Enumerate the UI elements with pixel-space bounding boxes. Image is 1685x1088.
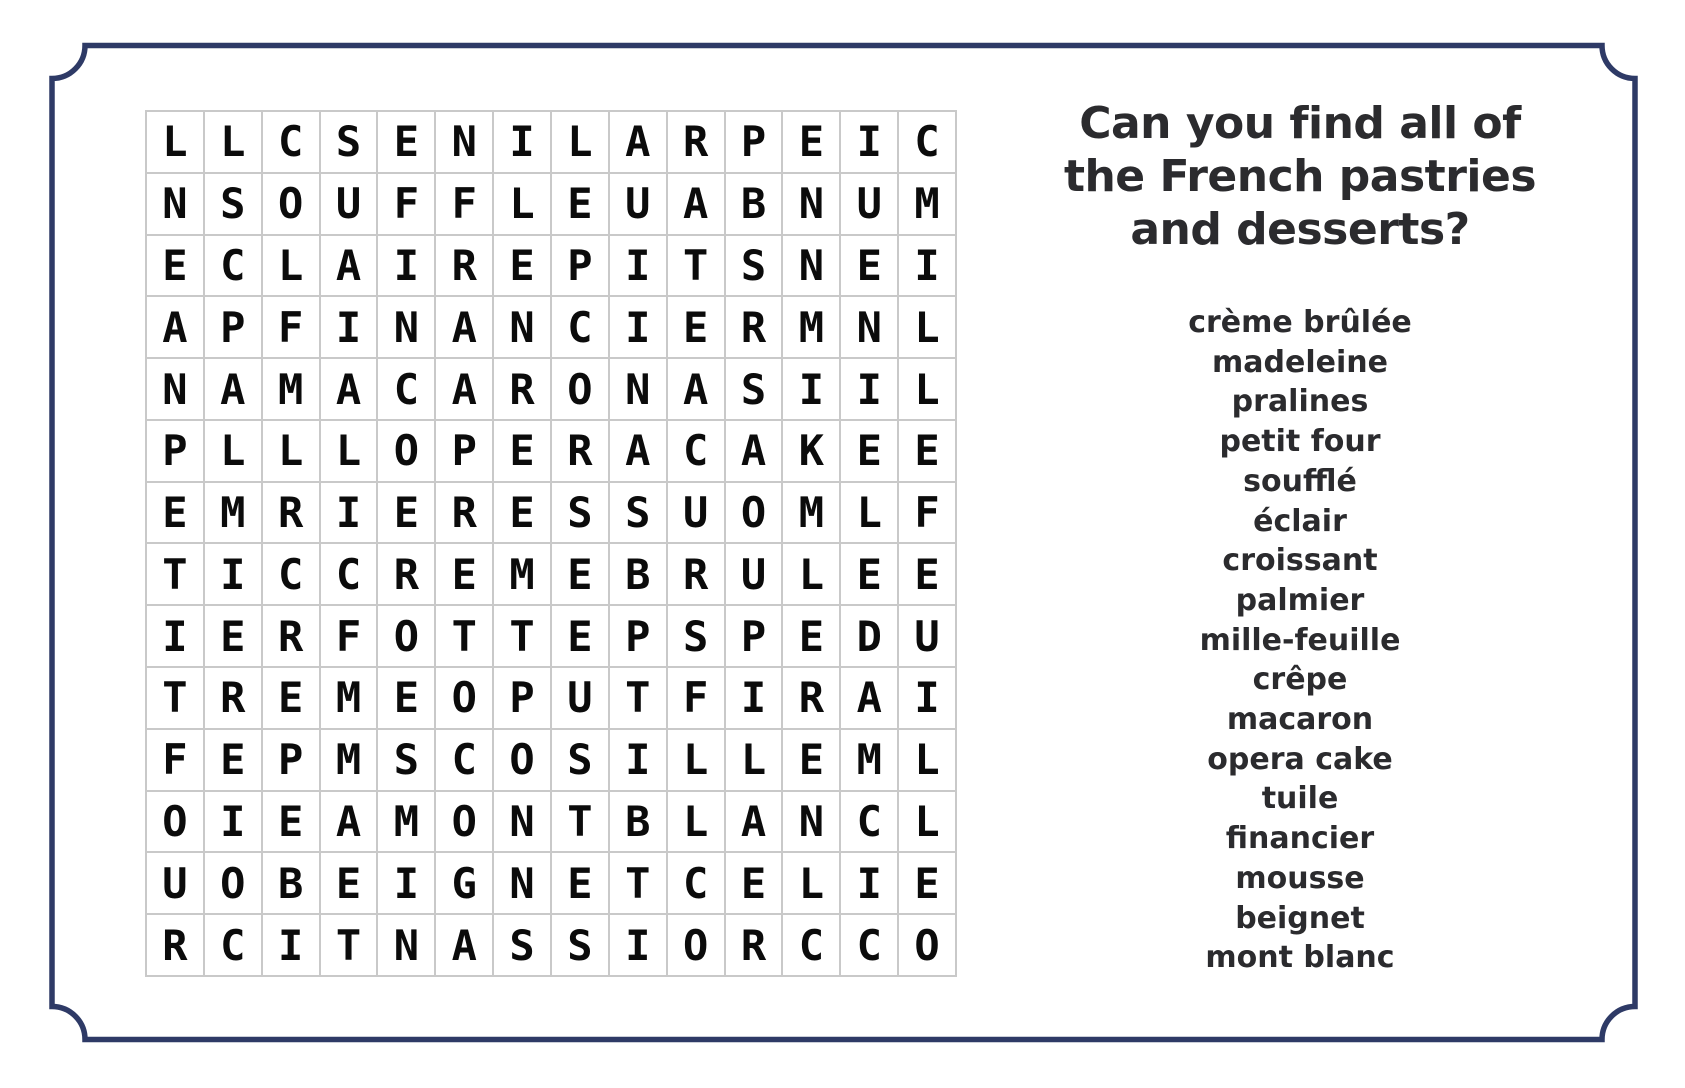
word-list-item: crème brûlée [1188,305,1412,340]
grid-cell[interactable]: N [147,359,203,419]
grid-cell[interactable]: R [494,359,550,419]
grid-cell[interactable]: I [841,112,897,172]
grid-cell[interactable]: E [783,112,839,172]
grid-cell[interactable]: C [436,730,492,790]
grid-cell[interactable]: A [668,359,724,419]
grid-cell[interactable]: R [726,297,782,357]
grid-cell[interactable]: A [436,297,492,357]
grid-cell[interactable]: L [263,236,319,296]
grid-cell[interactable]: R [263,606,319,666]
grid-cell[interactable]: R [668,112,724,172]
grid-cell[interactable]: O [494,730,550,790]
grid-cell[interactable]: C [205,236,261,296]
grid-cell[interactable]: R [147,915,203,975]
grid-cell[interactable]: E [552,853,608,913]
grid-cell[interactable]: P [726,112,782,172]
grid-cell[interactable]: U [321,174,377,234]
word-list-item: palmier [1235,582,1365,618]
grid-cell[interactable]: C [263,544,319,604]
grid-cell[interactable]: C [841,792,897,852]
grid-cell[interactable]: L [147,112,203,172]
grid-cell[interactable]: I [841,359,897,419]
grid-cell[interactable]: U [668,483,724,543]
grid-cell[interactable]: F [899,483,955,543]
grid-cell[interactable]: E [147,236,203,296]
puzzle-title-line: Can you find all of [1079,98,1521,149]
grid-cell[interactable]: E [378,483,434,543]
grid-cell[interactable]: I [783,359,839,419]
word-list-item: tuile [1261,781,1339,817]
grid-cell[interactable]: L [841,483,897,543]
grid-cell[interactable]: I [610,236,666,296]
word-list-item: mousse [1235,860,1365,896]
grid-cell[interactable]: G [436,853,492,913]
word-list-item: soufflé [1243,463,1357,499]
grid-cell[interactable]: E [494,236,550,296]
grid-cell[interactable]: U [552,668,608,728]
grid-cell[interactable]: S [321,112,377,172]
grid-cell[interactable]: S [668,606,724,666]
grid-cell[interactable]: I [610,730,666,790]
grid-cell[interactable]: I [494,112,550,172]
grid-cell[interactable]: C [321,544,377,604]
grid-cell[interactable]: E [436,544,492,604]
grid-cell[interactable]: E [899,853,955,913]
grid-cell[interactable]: T [610,668,666,728]
grid-cell[interactable]: E [783,730,839,790]
grid-cell[interactable]: M [899,174,955,234]
grid-cell[interactable]: E [841,236,897,296]
word-list-item: financier [1225,821,1375,857]
grid-cell[interactable]: E [899,421,955,481]
grid-cell[interactable]: A [436,359,492,419]
grid-cell[interactable]: P [726,606,782,666]
grid-cell[interactable]: E [205,730,261,790]
grid-cell[interactable]: L [494,174,550,234]
grid-cell[interactable]: I [378,853,434,913]
grid-cell[interactable]: A [726,421,782,481]
grid-cell[interactable]: T [321,915,377,975]
grid-cell[interactable]: A [841,668,897,728]
grid-cell[interactable]: C [899,112,955,172]
word-list-item: madeleine [1212,344,1388,380]
grid-cell[interactable]: E [668,297,724,357]
grid-cell[interactable]: S [552,915,608,975]
grid-cell[interactable]: A [321,792,377,852]
grid-cell[interactable]: A [610,421,666,481]
grid-cell[interactable]: N [378,915,434,975]
grid-cell[interactable]: C [783,915,839,975]
grid-cell[interactable]: N [783,174,839,234]
grid-cell[interactable]: A [321,236,377,296]
grid-cell[interactable]: F [668,668,724,728]
grid-cell[interactable]: L [205,421,261,481]
grid-cell[interactable]: L [899,359,955,419]
grid-cell[interactable]: S [552,730,608,790]
grid-cell[interactable]: O [552,359,608,419]
grid-cell[interactable]: O [378,606,434,666]
grid-cell[interactable]: A [205,359,261,419]
grid-cell[interactable]: M [321,668,377,728]
grid-cell[interactable]: I [610,297,666,357]
word-list-item: pralines [1231,384,1369,420]
grid-cell[interactable]: N [494,792,550,852]
grid-cell[interactable]: C [552,297,608,357]
grid-cell[interactable]: B [726,174,782,234]
grid-cell[interactable]: O [726,483,782,543]
puzzle-title [975,97,1625,256]
grid-cell[interactable]: M [321,730,377,790]
grid-cell[interactable]: I [263,915,319,975]
grid-cell[interactable]: E [899,544,955,604]
grid-cell[interactable]: T [552,792,608,852]
puzzle-title-line: and desserts? [1130,204,1470,255]
grid-cell[interactable]: A [147,297,203,357]
grid-cell[interactable]: E [783,606,839,666]
grid-cell[interactable]: E [726,853,782,913]
grid-cell[interactable]: N [147,174,203,234]
grid-cell[interactable]: S [726,236,782,296]
grid-cell[interactable]: K [783,421,839,481]
grid-cell[interactable]: U [899,606,955,666]
grid-cell[interactable]: O [436,668,492,728]
grid-cell[interactable]: L [783,544,839,604]
grid-cell[interactable]: R [378,544,434,604]
word-list-item: crêpe [1252,662,1348,698]
grid-cell[interactable]: O [436,792,492,852]
grid-cell[interactable]: U [610,174,666,234]
grid-cell[interactable]: S [205,174,261,234]
grid-cell[interactable]: E [321,853,377,913]
grid-cell[interactable]: R [263,483,319,543]
grid-cell[interactable]: F [378,174,434,234]
grid-cell[interactable]: L [552,112,608,172]
grid-cell[interactable]: F [321,606,377,666]
word-list-item: opera cake [1207,741,1393,777]
grid-cell[interactable]: S [726,359,782,419]
grid-cell[interactable]: A [726,792,782,852]
grid-cell[interactable]: R [552,421,608,481]
word-list-item: mille-feuille [1199,622,1401,658]
grid-cell[interactable]: N [494,297,550,357]
grid-cell[interactable]: O [378,421,434,481]
grid-cell[interactable]: E [552,544,608,604]
grid-cell[interactable]: A [321,359,377,419]
word-list-item: beignet [1235,900,1365,936]
grid-cell[interactable]: I [899,668,955,728]
grid-cell[interactable]: M [378,792,434,852]
grid-cell[interactable]: P [205,297,261,357]
grid-cell[interactable]: R [205,668,261,728]
grid-cell[interactable]: B [263,853,319,913]
grid-cell[interactable]: T [147,668,203,728]
grid-cell[interactable]: P [263,730,319,790]
grid-cell[interactable]: N [841,297,897,357]
grid-cell[interactable]: E [263,668,319,728]
word-list-item: macaron [1226,702,1374,738]
grid-cell[interactable]: E [147,483,203,543]
word-list-item: éclair [1253,503,1347,539]
grid-cell[interactable]: L [899,297,955,357]
grid-cell[interactable]: S [610,483,666,543]
grid-cell[interactable]: P [147,421,203,481]
grid-cell[interactable]: E [205,606,261,666]
grid-cell[interactable]: N [494,853,550,913]
grid-cell[interactable]: E [494,421,550,481]
grid-cell[interactable]: B [610,544,666,604]
word-list [975,303,1625,978]
grid-cell[interactable]: M [494,544,550,604]
grid-cell[interactable]: P [494,668,550,728]
grid-cell[interactable]: F [147,730,203,790]
grid-cell[interactable]: L [783,853,839,913]
grid-cell[interactable]: T [668,236,724,296]
grid-cell[interactable]: N [610,359,666,419]
grid-cell[interactable]: O [147,792,203,852]
grid-cell[interactable]: I [610,915,666,975]
grid-cell[interactable]: I [899,236,955,296]
word-list-item: mont blanc [1205,940,1395,976]
grid-cell[interactable]: O [668,915,724,975]
word-search-grid [145,110,957,977]
grid-cell[interactable]: F [436,174,492,234]
grid-cell[interactable]: A [436,915,492,975]
grid-cell[interactable]: S [494,915,550,975]
grid-cell[interactable]: C [841,915,897,975]
grid-cell[interactable]: O [263,174,319,234]
grid-cell[interactable]: T [610,853,666,913]
grid-cell[interactable]: R [436,236,492,296]
grid-cell[interactable]: L [726,730,782,790]
grid-cell[interactable]: U [841,174,897,234]
grid-cell[interactable]: L [668,792,724,852]
grid-cell[interactable]: S [552,483,608,543]
grid-cell[interactable]: M [783,297,839,357]
grid-cell[interactable]: A [668,174,724,234]
grid-cell[interactable]: I [726,668,782,728]
grid-cell[interactable]: P [610,606,666,666]
grid-cell[interactable]: N [378,297,434,357]
grid-cell[interactable]: N [783,792,839,852]
grid-cell[interactable]: C [668,853,724,913]
grid-cell[interactable]: L [263,421,319,481]
grid-cell[interactable]: R [436,483,492,543]
grid-cell[interactable]: L [205,112,261,172]
grid-cell[interactable]: N [436,112,492,172]
grid-cell[interactable]: M [205,483,261,543]
grid-cell[interactable]: M [841,730,897,790]
grid-cell[interactable]: U [726,544,782,604]
grid-cell[interactable]: E [841,544,897,604]
grid-cell[interactable]: C [205,915,261,975]
grid-cell[interactable]: T [147,544,203,604]
grid-cell[interactable]: E [263,792,319,852]
grid-cell[interactable]: I [378,236,434,296]
grid-cell[interactable]: E [552,606,608,666]
grid-cell[interactable]: P [552,236,608,296]
grid-cell[interactable]: C [378,359,434,419]
grid-cell[interactable]: T [436,606,492,666]
grid-cell[interactable]: L [668,730,724,790]
grid-cell[interactable]: D [841,606,897,666]
grid-cell[interactable]: O [205,853,261,913]
puzzle-title-line: the French pastries [1063,151,1537,202]
grid-cell[interactable]: C [263,112,319,172]
grid-cell[interactable]: F [263,297,319,357]
grid-cell[interactable]: E [552,174,608,234]
word-list-item: petit four [1219,424,1381,460]
grid-cell[interactable]: T [494,606,550,666]
grid-cell[interactable]: S [378,730,434,790]
grid-cell[interactable]: E [841,421,897,481]
grid-cell[interactable]: N [783,236,839,296]
grid-cell[interactable]: E [378,112,434,172]
grid-cell[interactable]: M [783,483,839,543]
grid-cell[interactable]: B [610,792,666,852]
grid-cell[interactable]: R [726,915,782,975]
grid-cell[interactable]: L [321,421,377,481]
grid-cell[interactable]: I [205,792,261,852]
grid-cell[interactable]: A [610,112,666,172]
grid-cell[interactable]: I [147,606,203,666]
grid-cell[interactable]: M [263,359,319,419]
grid-cell[interactable]: R [783,668,839,728]
grid-cell[interactable]: O [899,915,955,975]
grid-cell[interactable]: U [147,853,203,913]
grid-cell[interactable]: R [668,544,724,604]
grid-cell[interactable]: L [899,792,955,852]
grid-cell[interactable]: I [321,483,377,543]
word-list-item: croissant [1222,543,1378,579]
grid-cell[interactable]: C [668,421,724,481]
grid-cell[interactable]: I [321,297,377,357]
grid-cell[interactable]: I [841,853,897,913]
grid-cell[interactable]: L [899,730,955,790]
grid-cell[interactable]: E [494,483,550,543]
grid-cell[interactable]: P [436,421,492,481]
grid-cell[interactable]: I [205,544,261,604]
grid-cell[interactable]: E [378,668,434,728]
